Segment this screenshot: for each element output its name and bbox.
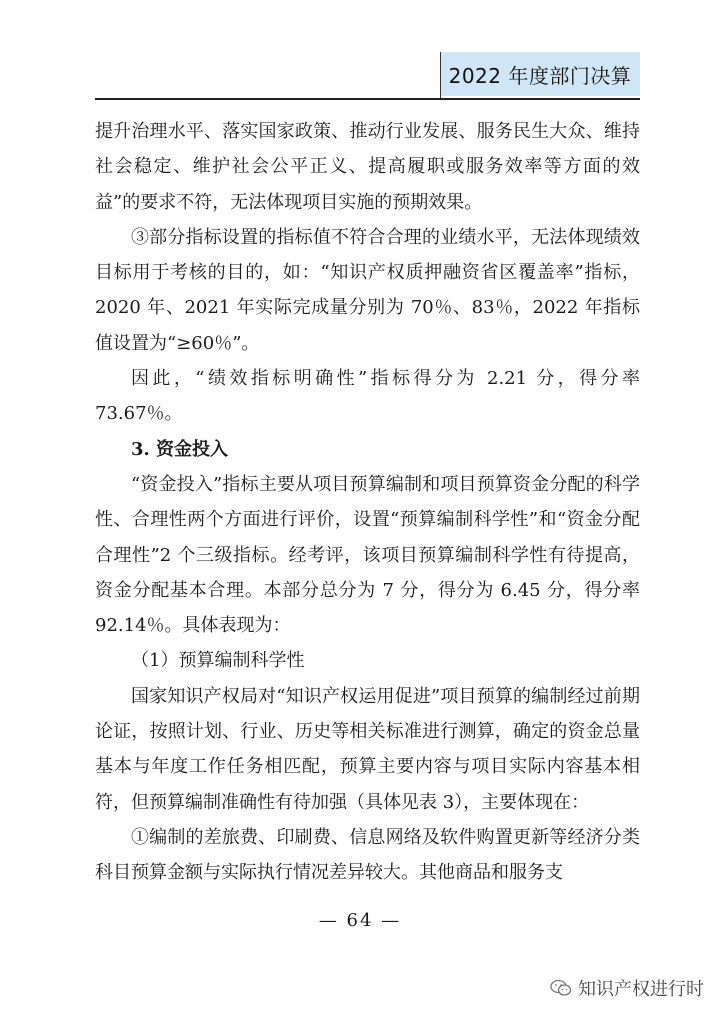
paragraph-indicator-value: ③部分指标设置的指标值不符合合理的业绩水平，无法体现绩效目标用于考核的目的，如：“知识产权质押融资省区覆盖率”指标，2020 年、2021 年实际完成量分别为 70％、83％，2022 年指标值设置为“≥60％”。 [95, 226, 640, 354]
header-title: 2022 年度部门决算 [448, 63, 632, 88]
paragraph-funding-intro: “资金投入”指标主要从项目预算编制和项目预算资金分配的科学性、合理性两个方面进行评价，设置“预算编制科学性”和“资金分配合理性”2 个三级指标。经考评，该项目预算编制科学性有待提高，资金分配基本合理。本部分总分为 7 分，得分为 6.45 分，得分率 92.14％。具体表现为： [95, 473, 640, 637]
watermark-label: 知识产权进行时 [578, 979, 704, 1000]
section-heading-funding: 3. 资金投入 [131, 438, 229, 460]
header-divider-vertical [440, 52, 441, 98]
paragraph-continuation: 提升治理水平、落实国家政策、推动行业发展、服务民生大众、维持社会稳定、维护社会公平正义、提高履职或服务效率等方面的效益”的要求不符，无法体现项目实施的预期效果。 [95, 121, 640, 213]
watermark [550, 975, 704, 1001]
document-body [95, 114, 640, 891]
subsection-heading-budget: （1）预算编制科学性 [131, 650, 305, 672]
paragraph-score-summary: 因此，“绩效指标明确性”指标得分为 2.21 分，得分率 73.67％。 [95, 368, 640, 425]
header-rule [95, 98, 640, 100]
paragraph-budget-detail: 国家知识产权局对“知识产权运用促进”项目预算的编制经过前期论证，按照计划、行业、历史等相关标准进行测算，确定的资金总量基本与年度工作任务相匹配，预算主要内容与项目实际内容基本相符，但预算编制准确性有待加强（具体见表 3），主要体现在： [95, 685, 640, 813]
page-number: — 64 — [318, 910, 402, 931]
paragraph-budget-point-1: ①编制的差旅费、印刷费、信息网络及软件购置更新等经济分类科目预算金额与实际执行情况差异较大。其他商品和服务支 [95, 826, 640, 884]
wechat-icon [550, 979, 572, 997]
header-title-box [440, 52, 640, 96]
